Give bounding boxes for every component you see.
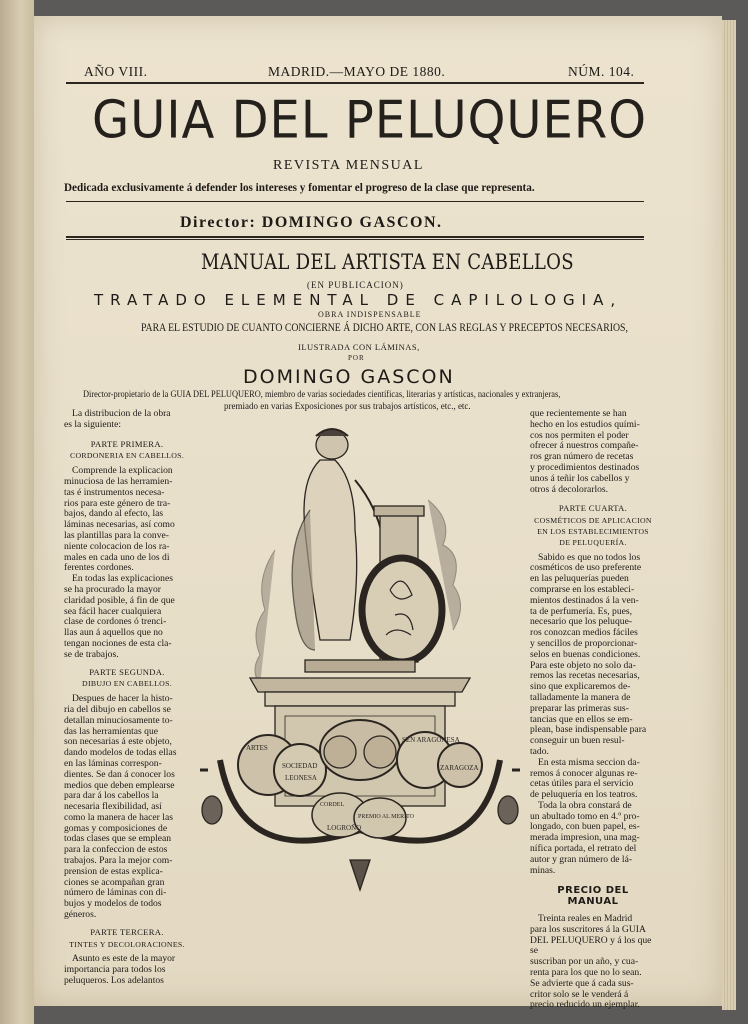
text-line: selos en buenas condiciones.: [530, 648, 641, 660]
part3-subtitle: TINTES Y DECOLORACIONES.: [69, 939, 185, 949]
text-line: son necesarias á este objeto,: [64, 736, 172, 748]
masthead-title: GUIA DEL PELUQUERO: [92, 89, 647, 151]
part3-continued-body: [530, 409, 656, 495]
frieze: [265, 692, 455, 706]
header-rule: [66, 82, 644, 84]
price-title: PRECIO DEL MANUAL: [557, 885, 629, 908]
text-line: conseguir un buen resul-: [530, 735, 625, 747]
text-line: unos á teñir los cabellos y: [530, 472, 630, 484]
text-line: detallan minuciosamente to-: [64, 714, 173, 726]
article-author: DOMINGO GASCON: [243, 366, 455, 388]
medal-portrait-right: [364, 736, 396, 768]
text-line: En todas las explicaciones: [72, 573, 173, 585]
text-line: en las láminas correspon-: [64, 757, 162, 769]
intro-line: La distribucion de la obra: [72, 408, 171, 419]
part3-title: PARTE TERCERA.: [90, 926, 164, 937]
intro-line: es la siguiente:: [64, 418, 122, 430]
text-line: hecho en los estudios quími-: [530, 418, 640, 430]
text-line: minuciosa de las herramien-: [64, 475, 173, 487]
price-body: [530, 914, 656, 1011]
text-line: Se advierte que á cada sus-: [530, 977, 634, 989]
text-line: Treinta reales en Madrid: [538, 913, 633, 925]
text-line: se ha procurado la mayor: [64, 583, 161, 595]
text-line: llas aun á aquellos que no: [64, 627, 163, 639]
text-line: las plantillas para la conve-: [64, 529, 169, 541]
issue-number: NÚM. 104.: [568, 64, 635, 79]
text-line: necesario que los peluque-: [530, 616, 633, 628]
text-line: ros conozcan medios fáciles: [530, 627, 638, 639]
director-line: Director: DOMINGO GASCON.: [180, 214, 443, 231]
lamp-right: [498, 796, 518, 824]
text-line: tas é instrumentos necesa-: [64, 486, 165, 498]
medal-text: LEONESA: [285, 774, 317, 782]
text-line: en las peluquerías pueden: [530, 573, 629, 585]
text-line: autor y gran número de lá-: [530, 853, 633, 865]
text-line: Sabido es que no todos los: [538, 551, 641, 563]
right-column: [530, 409, 656, 1011]
entablature: [250, 678, 470, 692]
medal-text: ZARAGOZA: [440, 764, 479, 772]
text-line: sino que explicaremos de-: [530, 681, 631, 693]
text-line: peluqueros. Los adelantos: [64, 975, 164, 987]
part1-title: PARTE PRIMERA.: [90, 438, 164, 449]
text-line: trabajos. Para la mejor com-: [64, 855, 173, 867]
author-credit-1: Director-propietario de la GUIA DEL PELUQUERO, miembro de varias sociedades científicas, literarias y artísticas, nacionales y extranjeras,: [83, 389, 561, 399]
foliage-left: [255, 550, 275, 685]
lamp-left: [202, 796, 222, 824]
article-purpose: PARA EL ESTUDIO DE CUANTO CONCIERNE Á DICHO ARTE, CON LAS REGLAS Y PRECEPTOS NECESARIOS,: [141, 322, 628, 334]
text-line: Comprende la explicacion: [72, 465, 173, 477]
text-line: sea fácil hacer cualquiera: [64, 605, 162, 617]
text-line: nífica portada, el retrato del: [530, 843, 637, 855]
text-line: remos las recetas necesarias,: [530, 670, 640, 682]
article-status: (EN PUBLICACION): [307, 280, 404, 290]
part2-body: [64, 694, 190, 921]
text-line: para dar á los cabellos la: [64, 790, 159, 802]
text-line: En esta misma seccion da-: [538, 756, 640, 768]
masthead-dedication: Dedicada exclusivamente á defender los intereses y fomentar el progreso de la clase que representa.: [64, 180, 535, 194]
text-line: clase de cordones ó trenci-: [64, 616, 167, 628]
text-line: longado, con buen papel, es-: [530, 821, 640, 833]
text-line: prension de estas explica-: [64, 865, 163, 877]
dedication-rule: [66, 201, 644, 202]
text-line: un abultado tomo en 4.º pro-: [530, 810, 640, 822]
text-line: suscriban por un año, y cua-: [530, 956, 639, 968]
text-line: Para este objeto no solo da-: [530, 659, 636, 671]
issue-year: AÑO VIII.: [84, 64, 148, 79]
column-capital: [374, 506, 424, 516]
left-column: [64, 409, 190, 987]
text-line: ferentes cordones.: [64, 562, 134, 574]
medal-text: LOGROÑO: [327, 824, 362, 832]
text-line: para la confeccion de estos: [64, 844, 168, 856]
issue-date: MADRID.—MAYO DE 1880.: [268, 64, 446, 79]
text-line: bujos y modelos de todos: [64, 898, 162, 910]
facing-page-edge: [0, 0, 34, 1024]
text-line: todas clases que se emplean: [64, 833, 172, 845]
medal-left-2: [274, 744, 326, 796]
text-line: Despues de hacer la histo-: [72, 693, 173, 705]
text-line: Asunto es este de la mayor: [72, 953, 176, 965]
article-illustrated: ILUSTRADA CON LÁMINAS,: [298, 342, 420, 352]
text-line: rios para este género de tra-: [64, 497, 171, 509]
text-line: tancias que en ellos se em-: [530, 713, 633, 725]
text-line: Toda la obra constará de: [538, 799, 632, 811]
statue-hair: [316, 429, 348, 436]
medal-text: CORDEL: [320, 802, 344, 808]
text-line: precio reducido un ejemplar.: [530, 999, 640, 1011]
text-line: y procedimientos destinados: [530, 461, 640, 473]
text-line: plean, base indispensable para: [530, 724, 647, 736]
text-line: ria del dibujo en cabellos se: [64, 703, 171, 715]
text-line: que recientemente se han: [530, 408, 627, 419]
medal-text: SOCIEDAD: [282, 762, 318, 770]
text-line: se de trabajos.: [64, 648, 119, 660]
page-stack-edge: [722, 20, 736, 1010]
text-line: ros gran número de recetas: [530, 451, 634, 463]
medal-text: ARTES: [246, 744, 268, 752]
text-line: minas.: [530, 864, 556, 876]
text-line: tengan nociones de esta cla-: [64, 637, 172, 649]
masthead-rule-bottom: [66, 239, 644, 240]
text-line: merada impresion, una mag-: [530, 832, 640, 844]
text-line: cos nos permiten el poder: [530, 429, 629, 441]
text-line: dientes. Se dan á conocer los: [64, 768, 175, 780]
text-line: cosméticos de uso preferente: [530, 562, 642, 574]
text-line: número de láminas con di-: [64, 887, 167, 899]
text-line: DEL PELUQUERO y á los que se: [530, 934, 652, 957]
part1-subtitle: CORDONERIA EN CABELLOS.: [69, 451, 185, 461]
text-line: critor solo se le venderá á: [530, 988, 629, 1000]
part4-subtitle: EN LOS ESTABLECIMIENTOS: [537, 526, 649, 536]
medal-text: PREMIO AL MERITO: [358, 814, 415, 820]
masthead-rule-top: [66, 236, 644, 238]
text-line: otros á decolorarlos.: [530, 483, 609, 495]
text-line: como la manera de hacer las: [64, 811, 173, 823]
part4-subtitle: DE PELUQUERÍA.: [559, 537, 627, 547]
article-title: MANUAL DEL ARTISTA EN CABELLOS: [201, 250, 574, 274]
text-line: tado.: [530, 745, 549, 757]
oval-frame: [362, 558, 442, 662]
text-line: y sencillos de proporcionar-: [530, 637, 638, 649]
article-obra: OBRA INDISPENSABLE: [318, 310, 422, 319]
text-line: talladamente la manera de: [530, 691, 631, 703]
part4-body: [530, 553, 656, 877]
pendant: [350, 860, 370, 890]
part2-title: PARTE SEGUNDA.: [89, 666, 165, 677]
part4-title: PARTE CUARTA.: [558, 503, 628, 514]
text-line: ta de perfumería. Es, pues,: [530, 605, 633, 617]
text-line: claridad posible, á fin de que: [64, 594, 175, 606]
text-line: medios que deben emplearse: [64, 779, 175, 791]
author-credit-2: premiado en varias Exposiciones por sus trabajos artísticos, etc., etc.: [224, 401, 471, 411]
text-line: mientos destinados á la ven-: [530, 594, 639, 606]
text-line: necesaria flexibilidad, así: [64, 801, 162, 813]
text-line: males en cada uno de los di: [64, 551, 170, 563]
text-line: das las herramientas que: [64, 725, 159, 737]
article-by: POR: [348, 354, 365, 362]
text-line: remos á conocer algunas re-: [530, 767, 638, 779]
text-line: niente colocacion de los ra-: [64, 540, 170, 552]
part1-body: [64, 466, 190, 660]
text-line: láminas necesarias, así como: [64, 519, 175, 531]
part3-body: [64, 954, 190, 986]
article-subtitle: TRATADO ELEMENTAL DE CAPILOLOGIA,: [94, 291, 623, 309]
text-line: gomas y composiciones de: [64, 822, 168, 834]
monument-illustration: [190, 420, 530, 900]
text-line: ofrecer á nuestros compañe-: [530, 440, 639, 452]
text-line: bajos, dando al efecto, las: [64, 508, 164, 520]
text-line: géneros.: [64, 909, 97, 921]
part2-subtitle: DIBUJO EN CABELLOS.: [82, 679, 172, 689]
text-line: cetas útiles para el servicio: [530, 778, 634, 790]
text-line: renta para los que no lo sean.: [530, 967, 642, 979]
part4-subtitle: COSMÉTICOS DE APLICACION: [534, 516, 652, 526]
text-line: ciones se acompañan gran: [64, 876, 165, 888]
text-line: para los suscritores á la GUIA: [530, 923, 646, 935]
text-line: dando modelos de todas ellas: [64, 747, 177, 759]
medal-text: SEN ARAGONESA: [402, 736, 460, 744]
medal-portrait-left: [324, 736, 356, 768]
text-line: importancia para todos los: [64, 964, 166, 976]
masthead-subtitle: REVISTA MENSUAL: [273, 158, 424, 173]
text-line: preparar las primeras sus-: [530, 702, 629, 714]
statue-base: [305, 660, 415, 672]
text-line: comprarse en los estableci-: [530, 583, 635, 595]
text-line: de peluquería en los teatros.: [530, 789, 638, 801]
